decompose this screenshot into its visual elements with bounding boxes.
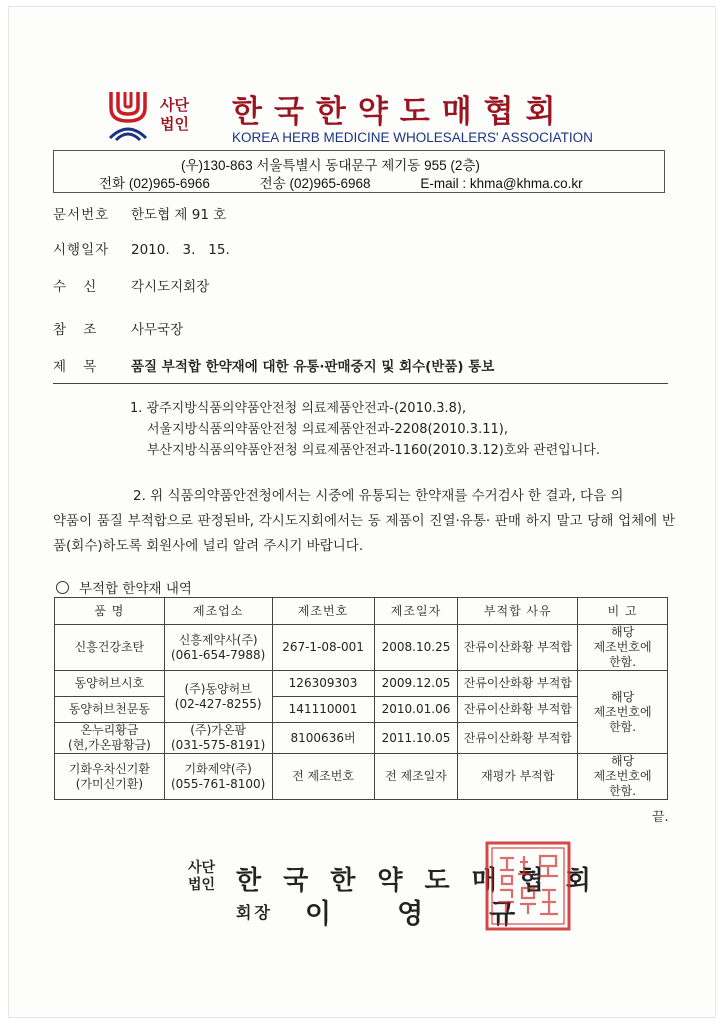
contact-line	[99, 172, 629, 192]
table-row	[55, 671, 668, 697]
official-seal-icon	[484, 840, 572, 932]
header-note: 비 고	[578, 598, 668, 625]
product-alias: (현,가온팜황금)	[68, 738, 151, 752]
doc-number-field	[53, 203, 226, 223]
table-header-row	[55, 598, 668, 625]
cell-date: 2009.12.05	[374, 671, 458, 697]
association-logo-icon	[108, 90, 148, 142]
circle-bullet-icon	[56, 581, 69, 594]
notice-paragraph-body: 약품이 품질 부적합으로 판정된바, 각시도지회에서는 동 제품이 진열·유통· 판매 하지 말고 당해 업체에 반품(회수)하도록 회원사에 널리 알려 주시기 바랍니다.	[53, 513, 675, 554]
note-line: 한함.	[609, 719, 637, 734]
maker-phone: (055-761-8100)	[170, 776, 266, 791]
maker-name: 기화제약(주)	[184, 761, 252, 776]
header-product: 품 명	[55, 598, 165, 625]
cell-date: 2008.10.25	[374, 625, 458, 671]
note-line: 해당	[610, 754, 635, 768]
header-reason: 부적합 사유	[458, 598, 578, 625]
phone-number: 전화 (02)965-6966	[99, 176, 210, 191]
cell-date: 2010.01.06	[374, 697, 458, 723]
recipient-field	[53, 275, 209, 295]
cell-note	[578, 625, 668, 671]
reference-field	[53, 318, 183, 338]
doc-number-value: 한도협 제 91 호	[131, 207, 227, 223]
maker-name: (주)가온팜	[190, 723, 247, 737]
cell-lot: 126309303	[272, 671, 374, 697]
corp-type-label	[160, 96, 189, 134]
note-line: 제조번호에	[593, 704, 652, 719]
product-name: 온누리황금	[80, 723, 139, 737]
product-alias: (가미신기환)	[75, 776, 144, 791]
cell-maker	[164, 723, 272, 754]
signature-corp-type	[188, 860, 215, 894]
signature-title: 회장	[236, 903, 273, 922]
date-field	[53, 238, 230, 258]
note-line: 해당	[610, 689, 635, 704]
product-name: 기화우차신기환	[68, 761, 150, 776]
section-title	[56, 577, 192, 597]
note-line: 제조번호에	[593, 640, 652, 654]
cell-product: 신흥건강초탄	[55, 625, 165, 671]
notice-paragraph-lead: 2. 위 식품의약품안전청에서는 시중에 유통되는 한약재를 수거검사 한 결과, 다음 의	[133, 488, 624, 504]
org-name: 한국한약도매협회	[232, 94, 568, 130]
maker-name: (주)동양허브	[184, 681, 252, 696]
maker-phone: (02-427-8255)	[174, 696, 262, 711]
signature-corp-type-line2: 법인	[188, 877, 216, 893]
reference-item: 서울지방식품의약품안전청 의료제품안전과-2208(2010.3.11),	[147, 422, 508, 437]
cell-date: 전 제조일자	[374, 754, 458, 800]
reference-item: 부산지방식품의약품안전청 의료제품안전과-1160(2010.3.12)호와 관련입니다.	[147, 443, 600, 458]
address-box	[53, 150, 665, 193]
cell-note	[578, 671, 668, 754]
subject-field	[53, 355, 494, 375]
cell-note	[578, 754, 668, 800]
subject-label: 제 목	[53, 359, 97, 375]
table-row	[55, 723, 668, 754]
cell-lot: 8100636버	[272, 723, 374, 754]
email-address: E-mail : khma@khma.co.kr	[420, 176, 583, 191]
reference-label: 참 조	[53, 322, 97, 338]
cell-reason: 잔류이산화황 부적합	[458, 671, 578, 697]
cell-reason: 재평가 부적합	[458, 754, 578, 800]
header-date: 제조일자	[374, 598, 458, 625]
corp-type-line1: 사단	[160, 96, 189, 114]
cell-reason: 잔류이산화황 부적합	[458, 723, 578, 754]
fax-number: 전송 (02)965-6968	[259, 176, 371, 191]
signature-org-name: 한국한약도매협회	[236, 866, 613, 896]
cell-product: 동양허브천문동	[55, 697, 165, 723]
postal-address: (우)130-863 서울특별시 동대문구 제기동 955 (2층)	[181, 158, 480, 173]
note-line: 해당	[610, 625, 635, 639]
cell-reason: 잔류이산화황 부적합	[458, 625, 578, 671]
maker-phone: (031-575-8191)	[170, 738, 266, 752]
defective-herbs-table	[54, 597, 668, 800]
subject-value: 품질 부적합 한약재에 대한 유통·판매중지 및 회수(반품) 통보	[131, 359, 495, 375]
cell-product	[55, 754, 165, 800]
cell-product	[55, 723, 165, 754]
table-row	[55, 754, 668, 800]
date-label: 시행일자	[53, 242, 110, 258]
note-line: 한함.	[609, 784, 637, 798]
cell-lot: 전 제조번호	[272, 754, 374, 800]
doc-number-label: 문서번호	[53, 207, 110, 223]
reference-value: 사무국장	[131, 322, 184, 338]
cell-lot: 267-1-08-001	[272, 625, 374, 671]
cell-lot: 141110001	[272, 697, 374, 723]
recipient-value: 각시도지회장	[131, 279, 210, 295]
date-value: 2010. 3. 15.	[131, 242, 230, 258]
org-name-english: KOREA HERB MEDICINE WHOLESALERS' ASSOCIATION	[232, 130, 593, 145]
corp-type-line2: 법인	[160, 115, 189, 133]
header-maker: 제조업소	[164, 598, 272, 625]
cell-date: 2011.10.05	[374, 723, 458, 754]
note-line: 제조번호에	[593, 769, 652, 783]
table-row	[55, 625, 668, 671]
notice-paragraph	[53, 484, 675, 559]
note-line: 한함.	[609, 655, 637, 669]
maker-phone: (061-654-7988)	[170, 647, 266, 662]
end-mark: 끝.	[652, 810, 669, 825]
recipient-label: 수 신	[53, 279, 97, 295]
signature-corp-type-line1: 사단	[188, 860, 216, 876]
cell-product: 동양허브시호	[55, 671, 165, 697]
section-title-text: 부적합 한약재 내역	[79, 581, 192, 597]
cell-maker	[164, 625, 272, 671]
cell-maker	[164, 671, 272, 723]
reference-list	[130, 398, 600, 461]
header-divider	[53, 383, 668, 384]
header-lot: 제조번호	[272, 598, 374, 625]
maker-name: 신흥제약사(주)	[178, 632, 258, 647]
cell-maker	[164, 754, 272, 800]
table-row	[55, 697, 668, 723]
signature-name: 이영규	[305, 899, 582, 930]
cell-reason: 잔류이산화황 부적합	[458, 697, 578, 723]
reference-item: 1. 광주지방식품의약품안전청 의료제품안전과-(2010.3.8),	[130, 401, 467, 416]
